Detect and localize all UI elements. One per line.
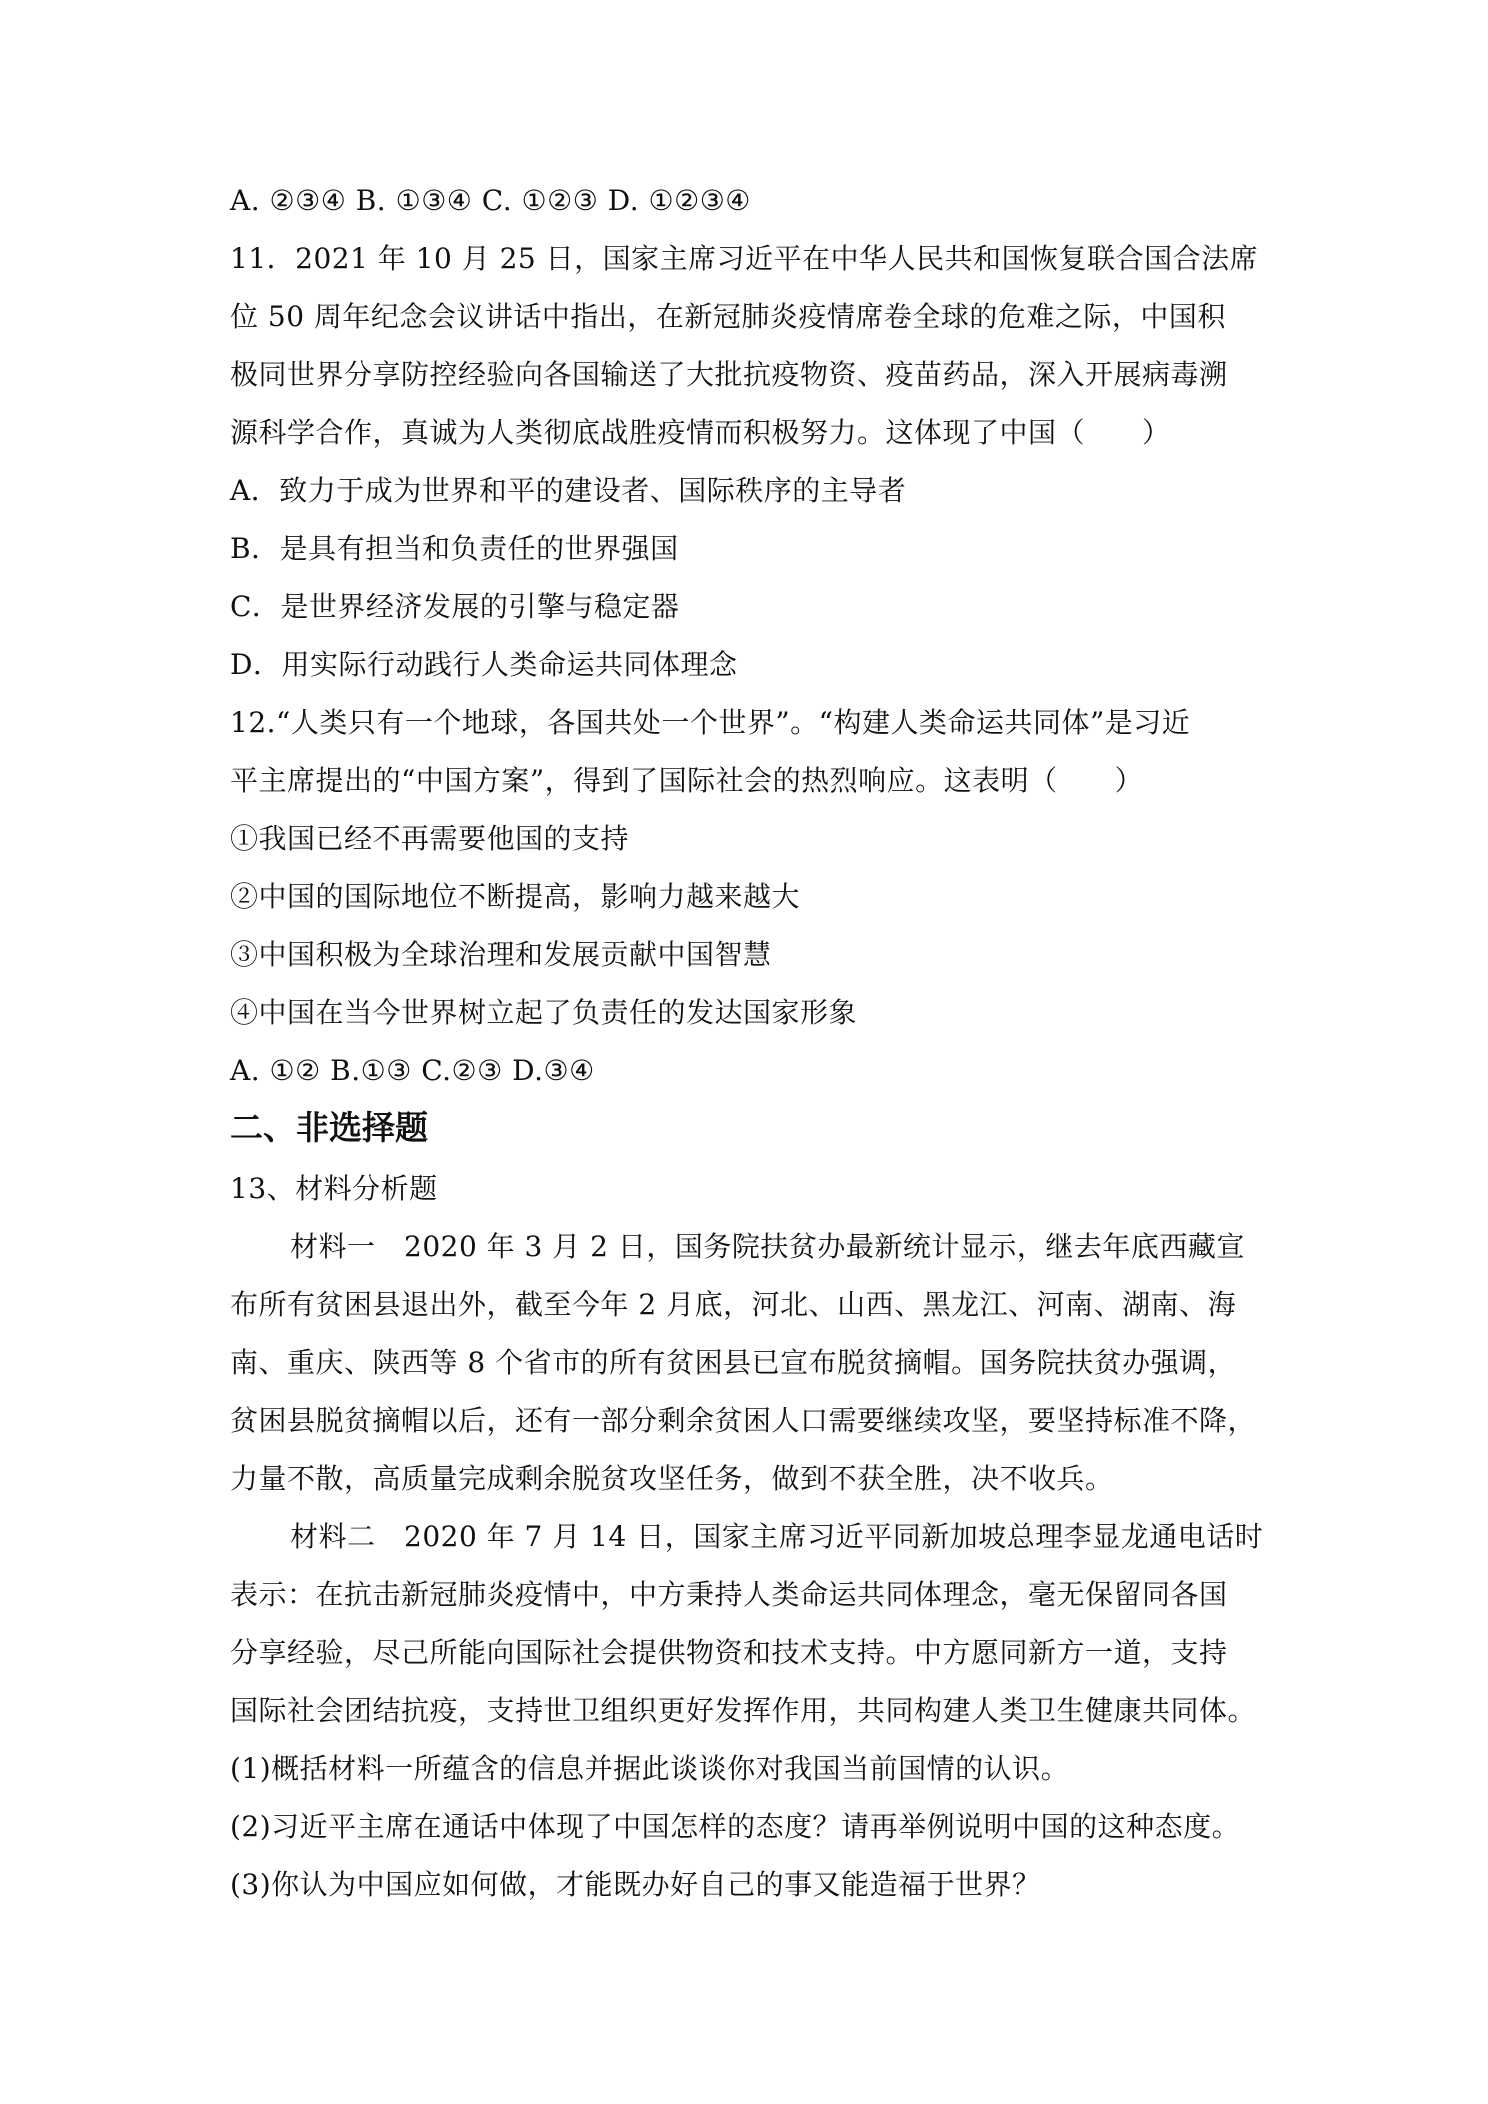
material1-line: 贫困县脱贫摘帽以后，还有一部分剩余贫困人口需要继续攻坚，要坚持标准不降，: [230, 1404, 1257, 1437]
q13-title: 13、材料分析题: [230, 1172, 438, 1205]
material1-line: 材料一 2020 年 3 月 2 日，国务院扶贫办最新统计显示，继去年底西藏宣: [290, 1230, 1245, 1263]
q11-option-a: A．致力于成为世界和平的建设者、国际秩序的主导者: [230, 474, 907, 507]
material2-line: 国际社会团结抗疫，支持世卫组织更好发挥作用，共同构建人类卫生健康共同体。: [230, 1694, 1257, 1727]
section-heading: 二、非选择题: [230, 1108, 428, 1147]
material2-line: 材料二 2020 年 7 月 14 日，国家主席习近平同新加坡总理李显龙通电话时: [290, 1520, 1264, 1553]
q12-stem-line: 12.“人类只有一个地球，各国共处一个世界”。“构建人类命运共同体”是习近: [230, 706, 1191, 739]
q12-statement-3: ③中国积极为全球治理和发展贡献中国智慧: [230, 938, 772, 971]
q12-statement-1: ①我国已经不再需要他国的支持: [230, 822, 630, 855]
material1-line: 布所有贫困县退出外，截至今年 2 月底，河北、山西、黑龙江、河南、湖南、海: [230, 1288, 1237, 1321]
q13-sub-question-1: (1)概括材料一所蕴含的信息并据此谈谈你对我国当前国情的认识。: [230, 1752, 1070, 1785]
material1-line: 南、重庆、陕西等 8 个省市的所有贫困县已宣布脱贫摘帽。国务院扶贫办强调，: [230, 1346, 1237, 1379]
q13-sub-question-2: (2)习近平主席在通话中体现了中国怎样的态度？请再举例说明中国的这种态度。: [230, 1810, 1241, 1843]
previous-question-options: A. ②③④ B. ①③④ C. ①②③ D. ①②③④: [230, 184, 751, 217]
q12-statement-2: ②中国的国际地位不断提高，影响力越来越大: [230, 880, 801, 913]
material2-line: 分享经验，尽己所能向国际社会提供物资和技术支持。中方愿同新方一道，支持: [230, 1636, 1228, 1669]
q11-stem-line: 位 50 周年纪念会议讲话中指出，在新冠肺炎疫情席卷全球的危难之际，中国积: [230, 300, 1226, 333]
material2-line: 表示：在抗击新冠肺炎疫情中，中方秉持人类命运共同体理念，毫无保留同各国: [230, 1578, 1228, 1611]
q11-option-b: B．是具有担当和负责任的世界强国: [230, 532, 679, 565]
q12-statement-4: ④中国在当今世界树立起了负责任的发达国家形象: [230, 996, 858, 1029]
q12-options: A. ①② B.①③ C.②③ D.③④: [230, 1054, 595, 1087]
q11-stem-line: 源科学合作，真诚为人类彻底战胜疫情而积极努力。这体现了中国（ ）: [230, 416, 1171, 449]
q11-stem-line: 极同世界分享防控经验向各国输送了大批抗疫物资、疫苗药品，深入开展病毒溯: [230, 358, 1228, 391]
q11-option-d: D．用实际行动践行人类命运共同体理念: [230, 648, 738, 681]
q13-sub-question-3: (3)你认为中国应如何做，才能既办好自己的事又能造福于世界？: [230, 1868, 1041, 1901]
q11-option-c: C．是世界经济发展的引擎与稳定器: [230, 590, 680, 623]
q11-stem-line: 11．2021 年 10 月 25 日，国家主席习近平在中华人民共和国恢复联合国合法席: [230, 242, 1259, 275]
q12-stem-line: 平主席提出的“中国方案”，得到了国际社会的热烈响应。这表明（ ）: [230, 764, 1144, 797]
material1-line: 力量不散，高质量完成剩余脱贫攻坚任务，做到不获全胜，决不收兵。: [230, 1462, 1114, 1495]
